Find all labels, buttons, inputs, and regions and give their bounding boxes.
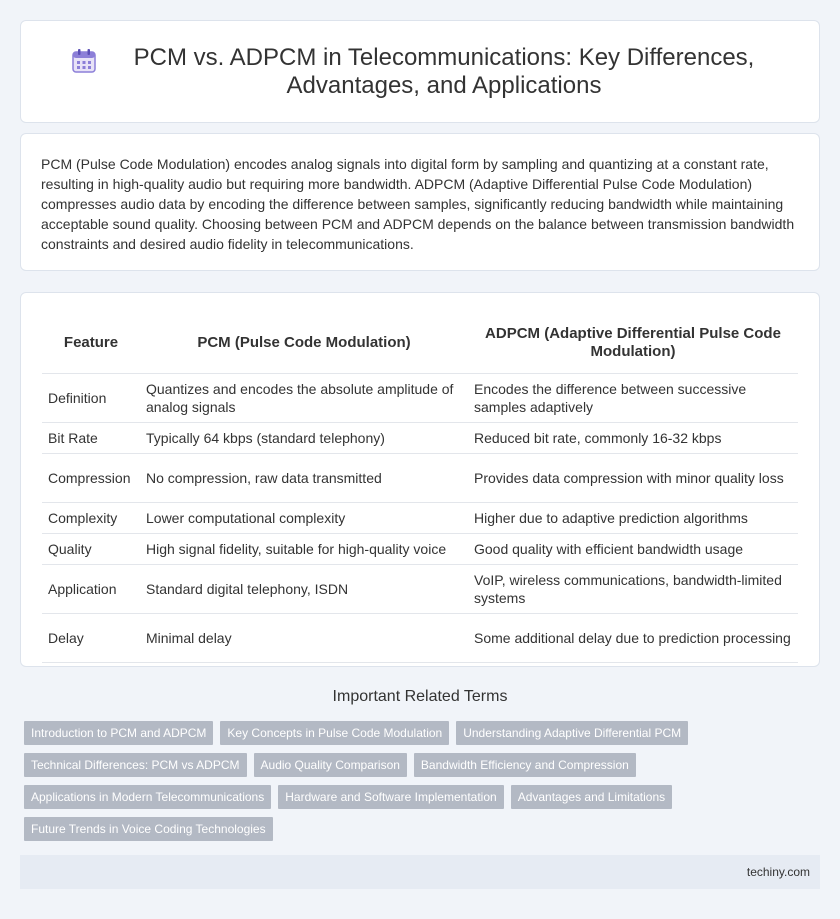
- footer-site-name[interactable]: techiny.com: [746, 865, 810, 879]
- table-row: [42, 373, 798, 422]
- adpcm-cell: Provides data compression with minor quality loss: [468, 453, 798, 502]
- related-term-tag[interactable]: Introduction to PCM and ADPCM: [24, 721, 213, 745]
- pcm-cell: Typically 64 kbps (standard telephony): [140, 422, 468, 453]
- adpcm-cell: Encodes the difference between successive samples adaptively: [468, 373, 798, 422]
- adpcm-cell: Some additional delay due to prediction processing: [468, 613, 798, 662]
- feature-cell: Quality: [42, 533, 140, 564]
- footer: [20, 855, 820, 889]
- related-terms-list: [24, 721, 824, 849]
- intro-paragraph: PCM (Pulse Code Modulation) encodes analog signals into digital form by sampling and quantizing at a constant rate, resulting in high-quality audio but requiring more bandwidth. ADPCM (Adaptive Differential Pulse Code Modulation) compresses audio data by encoding the difference between samples, significantly reducing bandwidth while maintaining acceptable sound quality. Choosing between PCM and ADPCM depends on the balance between transmission bandwidth constraints and desired audio fidelity in telecommunications.: [41, 156, 795, 252]
- adpcm-cell: Higher due to adaptive prediction algorithms: [468, 502, 798, 533]
- related-term-tag[interactable]: Applications in Modern Telecommunications: [24, 785, 271, 809]
- related-term-tag[interactable]: Key Concepts in Pulse Code Modulation: [220, 721, 449, 745]
- table-row: [42, 453, 798, 502]
- column-header-feature: Feature: [42, 313, 140, 373]
- column-header-adpcm: ADPCM (Adaptive Differential Pulse Code Modulation): [468, 313, 798, 373]
- adpcm-cell: VoIP, wireless communications, bandwidth-limited systems: [468, 564, 798, 613]
- pcm-cell: High signal fidelity, suitable for high-quality voice: [140, 533, 468, 564]
- comparison-table-card: [20, 292, 820, 667]
- feature-cell: Compression: [42, 453, 140, 502]
- feature-cell: Delay: [42, 613, 140, 662]
- related-term-tag[interactable]: Advantages and Limitations: [511, 785, 672, 809]
- title-card: [20, 20, 820, 123]
- table-row: [42, 502, 798, 533]
- pcm-cell: No compression, raw data transmitted: [140, 453, 468, 502]
- feature-cell: Bit Rate: [42, 422, 140, 453]
- comparison-table: [42, 313, 798, 663]
- title-wrap: [70, 44, 770, 100]
- adpcm-cell: Reduced bit rate, commonly 16-32 kbps: [468, 422, 798, 453]
- table-row: [42, 613, 798, 662]
- feature-cell: Application: [42, 564, 140, 613]
- feature-cell: Definition: [42, 373, 140, 422]
- pcm-cell: Minimal delay: [140, 613, 468, 662]
- related-term-tag[interactable]: Understanding Adaptive Differential PCM: [456, 721, 688, 745]
- pcm-cell: Standard digital telephony, ISDN: [140, 564, 468, 613]
- table-row: [42, 533, 798, 564]
- intro-card: [20, 133, 820, 271]
- related-term-tag[interactable]: Bandwidth Efficiency and Compression: [414, 753, 636, 777]
- related-term-tag[interactable]: Technical Differences: PCM vs ADPCM: [24, 753, 247, 777]
- related-term-tag[interactable]: Future Trends in Voice Coding Technologies: [24, 817, 273, 841]
- pcm-cell: Quantizes and encodes the absolute amplitude of analog signals: [140, 373, 468, 422]
- table-row: [42, 422, 798, 453]
- table-header-row: [42, 313, 798, 373]
- adpcm-cell: Good quality with efficient bandwidth usage: [468, 533, 798, 564]
- related-term-tag[interactable]: Audio Quality Comparison: [254, 753, 407, 777]
- pcm-cell: Lower computational complexity: [140, 502, 468, 533]
- page-title: PCM vs. ADPCM in Telecommunications: Key Differences, Advantages, and Applications: [133, 43, 755, 99]
- feature-cell: Complexity: [42, 502, 140, 533]
- related-terms-heading: Important Related Terms: [332, 688, 508, 705]
- table-row: [42, 564, 798, 613]
- column-header-pcm: PCM (Pulse Code Modulation): [140, 313, 468, 373]
- calendar-icon: [70, 47, 98, 75]
- related-term-tag[interactable]: Hardware and Software Implementation: [278, 785, 503, 809]
